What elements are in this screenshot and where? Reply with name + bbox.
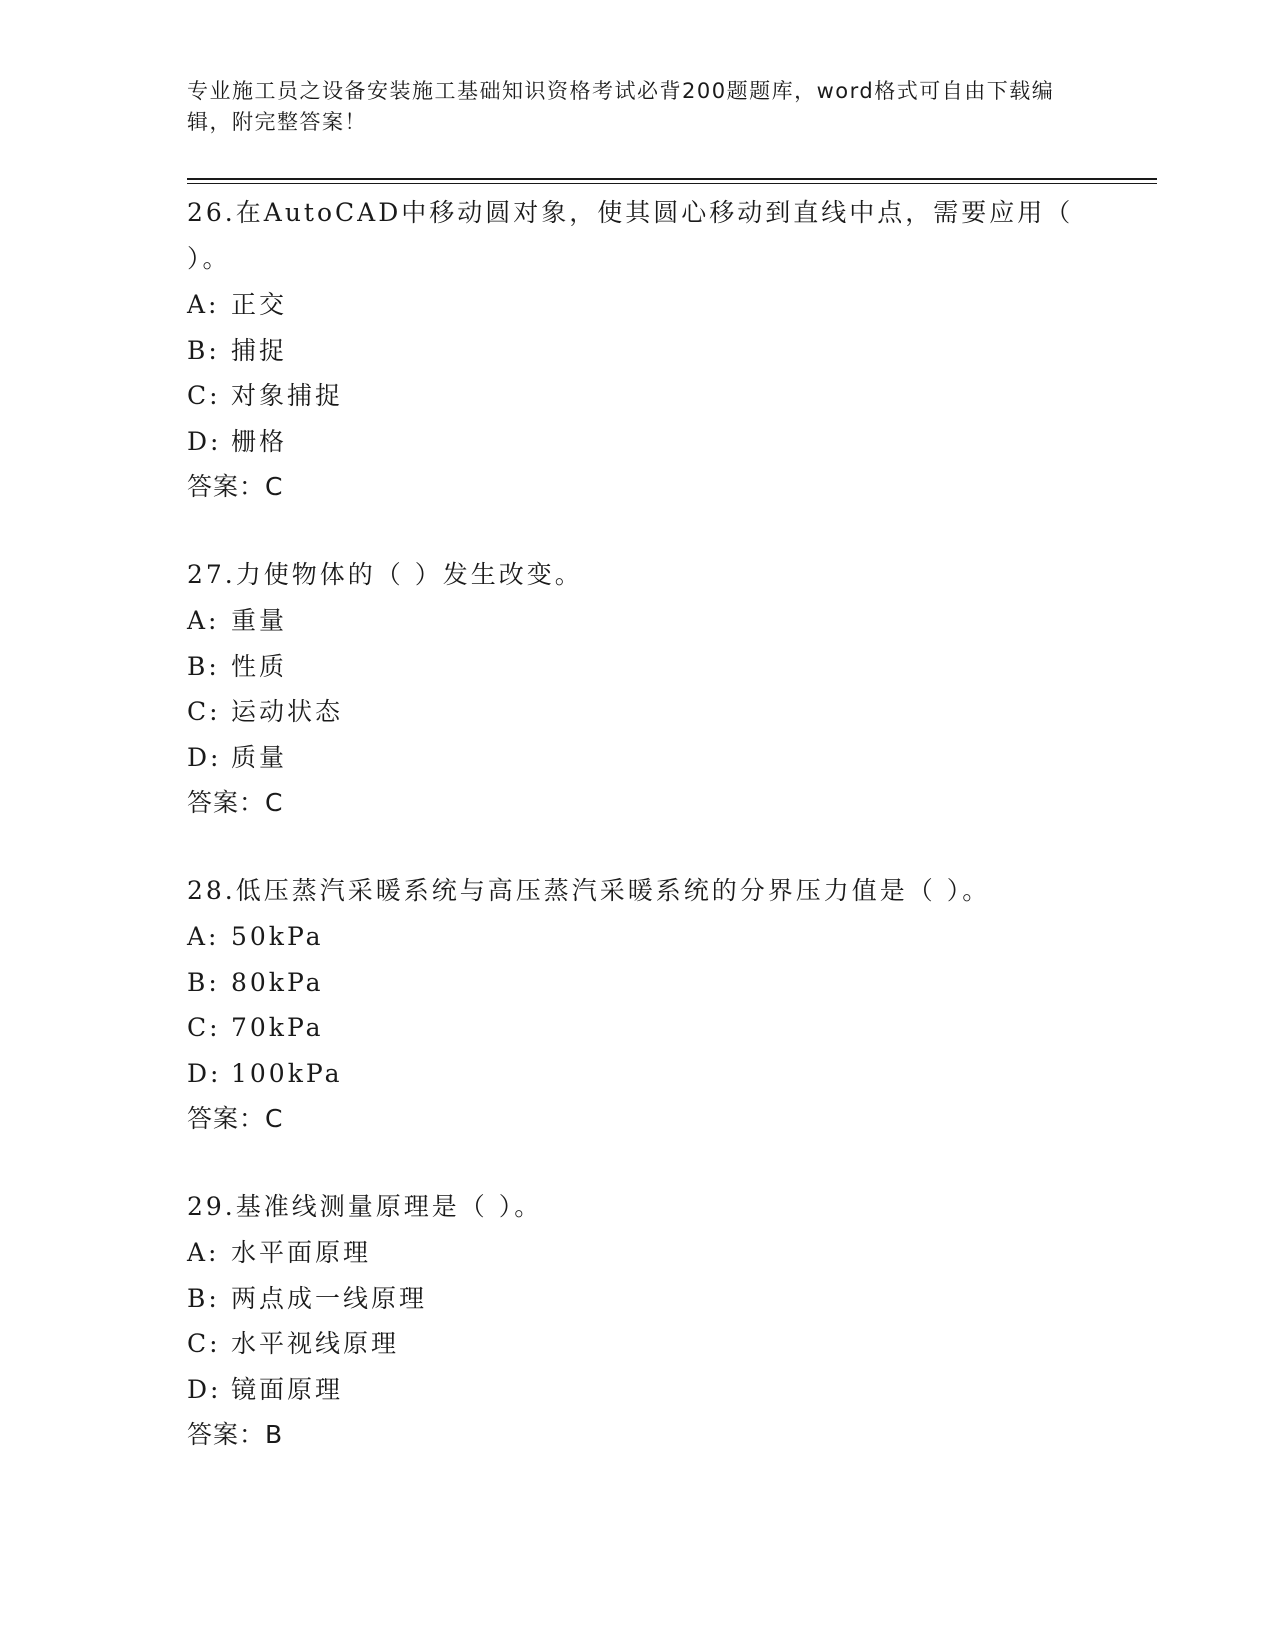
option-b	[187, 1276, 1087, 1322]
answer: 答案：C	[187, 1104, 284, 1133]
question-26	[187, 190, 1087, 509]
option-key: C:	[187, 381, 221, 410]
option-text: 两点成一线原理	[231, 1283, 428, 1313]
option-c	[187, 1321, 1087, 1367]
option-key: A:	[187, 922, 220, 951]
option-b	[187, 960, 1087, 1006]
option-key: A:	[187, 290, 220, 319]
answer: 答案：C	[187, 472, 284, 501]
option-text: 质量	[231, 742, 288, 772]
option-text: 80kPa	[231, 967, 324, 997]
question-stem: 27.力使物体的（ ）发生改变。	[187, 560, 583, 589]
option-key: D:	[187, 1058, 222, 1088]
answer: 答案：B	[187, 1420, 284, 1449]
option-key: D:	[187, 742, 222, 772]
option-c	[187, 1005, 1087, 1051]
question-stem: 28.低压蒸汽采暖系统与高压蒸汽采暖系统的分界压力值是（ ）。	[187, 876, 991, 905]
option-text: 100kPa	[231, 1058, 343, 1088]
option-key: B:	[187, 1283, 220, 1313]
question-28	[187, 868, 1087, 1141]
option-c	[187, 373, 1087, 419]
option-key: D:	[187, 426, 222, 456]
option-key: A:	[187, 606, 220, 635]
option-key: C:	[187, 697, 221, 726]
option-text: 捕捉	[231, 335, 288, 365]
option-text: 70kPa	[231, 1013, 324, 1042]
option-text: 运动状态	[231, 697, 344, 726]
question-list	[187, 190, 1087, 1500]
option-key: C:	[187, 1329, 221, 1358]
header-divider-thin	[187, 183, 1157, 184]
option-text: 50kPa	[231, 922, 324, 951]
option-a	[187, 598, 1087, 644]
document-header: 专业施工员之设备安装施工基础知识资格考试必背200题题库，word格式可自由下载编辑，附完整答案！	[187, 79, 1055, 134]
option-text: 水平视线原理	[231, 1329, 400, 1358]
header-divider-thick	[187, 178, 1157, 180]
option-text: 性质	[231, 651, 288, 681]
option-text: 对象捕捉	[231, 381, 344, 410]
option-a	[187, 282, 1087, 328]
option-d	[187, 419, 1087, 465]
option-b	[187, 328, 1087, 374]
option-a	[187, 1230, 1087, 1276]
answer: 答案：C	[187, 788, 284, 817]
option-d	[187, 1051, 1087, 1097]
option-c	[187, 689, 1087, 735]
option-key: B:	[187, 335, 220, 365]
question-27	[187, 552, 1087, 825]
option-key: B:	[187, 651, 220, 681]
question-stem: 26.在AutoCAD中移动圆对象，使其圆心移动到直线中点，需要应用（ ）。	[187, 198, 1074, 273]
option-d	[187, 1367, 1087, 1413]
option-key: C:	[187, 1013, 221, 1042]
question-stem: 29.基准线测量原理是（ ）。	[187, 1192, 543, 1221]
option-a	[187, 914, 1087, 960]
option-b	[187, 644, 1087, 690]
option-text: 栅格	[231, 426, 288, 456]
option-key: D:	[187, 1374, 222, 1404]
option-text: 正交	[231, 290, 288, 319]
option-d	[187, 735, 1087, 781]
option-text: 镜面原理	[231, 1374, 344, 1404]
question-29	[187, 1184, 1087, 1457]
option-text: 重量	[231, 606, 288, 635]
option-text: 水平面原理	[231, 1238, 372, 1267]
option-key: B:	[187, 967, 220, 997]
option-key: A:	[187, 1238, 220, 1267]
